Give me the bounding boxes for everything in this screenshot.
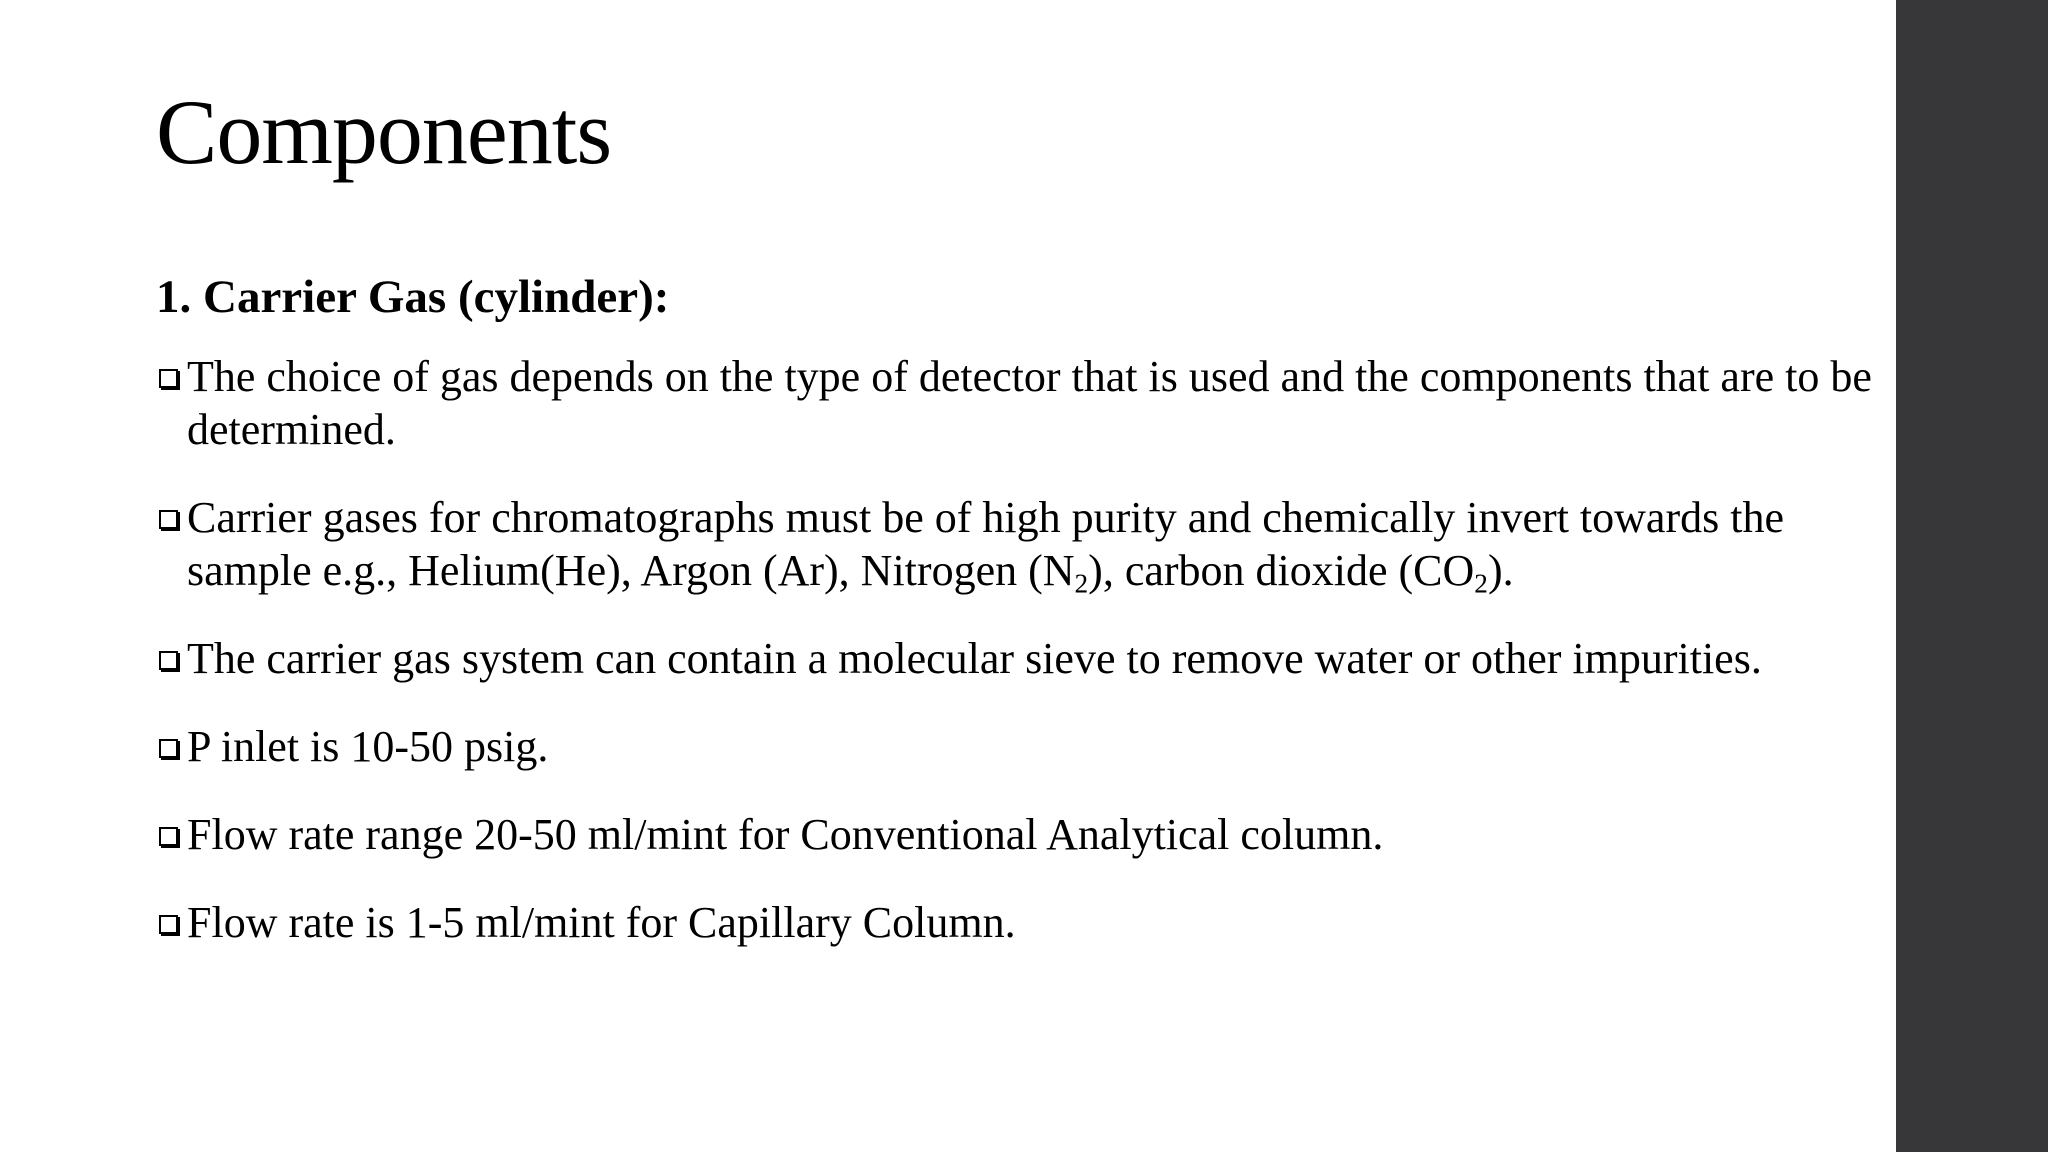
bullet-text-part: ), carbon dioxide (CO [1088, 546, 1475, 595]
subscript: 2 [1074, 568, 1089, 599]
list-item [156, 896, 1896, 949]
square-bullet-icon [159, 739, 178, 758]
list-item [156, 350, 1896, 456]
square-bullet-icon [159, 369, 178, 388]
bullet-text-part: Carrier gases for chromatographs must be of high purity and chemically invert towards the sample e.g., Helium(He), Argon (Ar), Nitrogen (N [187, 493, 1784, 595]
bullet-text: The choice of gas depends on the type of detector that is used and the components that are to be determined. [187, 352, 1872, 454]
square-bullet-icon [159, 915, 178, 934]
subscript: 2 [1474, 568, 1488, 599]
square-bullet-icon [159, 651, 178, 670]
bullet-text [187, 493, 1784, 599]
bullet-text: Flow rate is 1-5 ml/mint for Capillary Column. [187, 898, 1016, 947]
bullet-list [156, 350, 1896, 949]
list-item [156, 632, 1896, 685]
bullet-text: P inlet is 10-50 psig. [187, 722, 549, 771]
bullet-text: Flow rate range 20-50 ml/mint for Conventional Analytical column. [187, 810, 1384, 859]
square-bullet-icon [159, 827, 178, 846]
bullet-text: The carrier gas system can contain a molecular sieve to remove water or other impurities. [187, 634, 1762, 683]
slide-content [156, 268, 1896, 984]
list-item [156, 491, 1896, 597]
bullet-text-part: ). [1487, 546, 1514, 595]
square-bullet-icon [159, 510, 178, 529]
list-item [156, 808, 1896, 861]
section-heading: 1. Carrier Gas (cylinder): [156, 271, 670, 323]
list-item [156, 720, 1896, 773]
slide-title: Components [156, 81, 612, 183]
side-bar [1896, 0, 2048, 1152]
